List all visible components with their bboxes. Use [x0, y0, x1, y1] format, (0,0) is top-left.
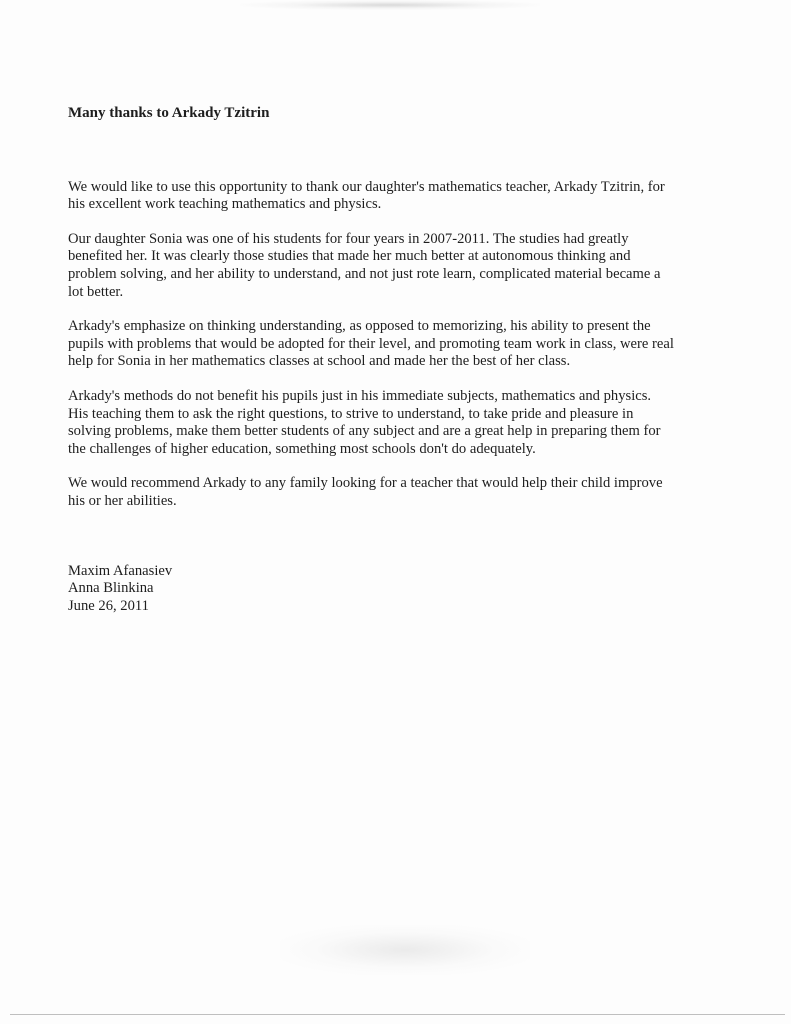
scan-edge-line — [10, 1014, 785, 1015]
letter-date: June 26, 2011 — [68, 597, 149, 614]
paragraph-line: the challenges of higher education, something most schools don't do adequately. — [68, 440, 536, 457]
paragraph-line: his excellent work teaching mathematics and physics. — [68, 196, 382, 213]
paragraph-methods — [68, 388, 708, 458]
scan-smudge-top — [240, 0, 540, 10]
paragraph-line: We would recommend Arkady to any family looking for a teacher that would help their child improve — [68, 475, 663, 492]
paragraph-line: pupils with problems that would be adopted for their level, and promoting team work in class, were real — [68, 335, 674, 352]
paragraph-line: Arkady's methods do not benefit his pupils just in his immediate subjects, mathematics and physics. — [68, 387, 652, 404]
signer-name: Anna Blinkina — [68, 580, 154, 597]
signature-block — [68, 563, 708, 616]
paragraph-line: We would like to use this opportunity to thank our daughter's mathematics teacher, Arkady Tzitrin, for — [68, 178, 665, 195]
paragraph-line: lot better. — [68, 283, 124, 300]
letter-title: Many thanks to Arkady Tzitrin — [68, 105, 270, 121]
paragraph-line: solving problems, make them better students of any subject and are a great help in preparing them for — [68, 423, 661, 440]
paragraph-line: Arkady's emphasize on thinking understanding, as opposed to memorizing, his ability to present the — [68, 318, 651, 335]
paragraph-emphasis — [68, 318, 708, 371]
paragraph-thanks — [68, 179, 708, 214]
paragraph-line: his or her abilities. — [68, 492, 177, 509]
paragraph-recommend — [68, 475, 708, 510]
paragraph-line: benefited her. It was clearly those studies that made her much better at autonomous thinking and — [68, 248, 631, 265]
paragraph-sonia — [68, 231, 708, 301]
paragraph-line: problem solving, and her ability to understand, and not just rote learn, complicated material became a — [68, 265, 661, 282]
paragraph-line: Our daughter Sonia was one of his students for four years in 2007-2011. The studies had greatly — [68, 230, 629, 247]
paragraph-line: help for Sonia in her mathematics classes at school and made her the best of her class. — [68, 353, 571, 370]
scan-smudge-bottom — [280, 925, 530, 975]
letter-body — [68, 105, 708, 615]
paragraph-line: His teaching them to ask the right questions, to strive to understand, to take pride and pleasure in — [68, 405, 634, 422]
signer-name: Maxim Afanasiev — [68, 562, 173, 579]
